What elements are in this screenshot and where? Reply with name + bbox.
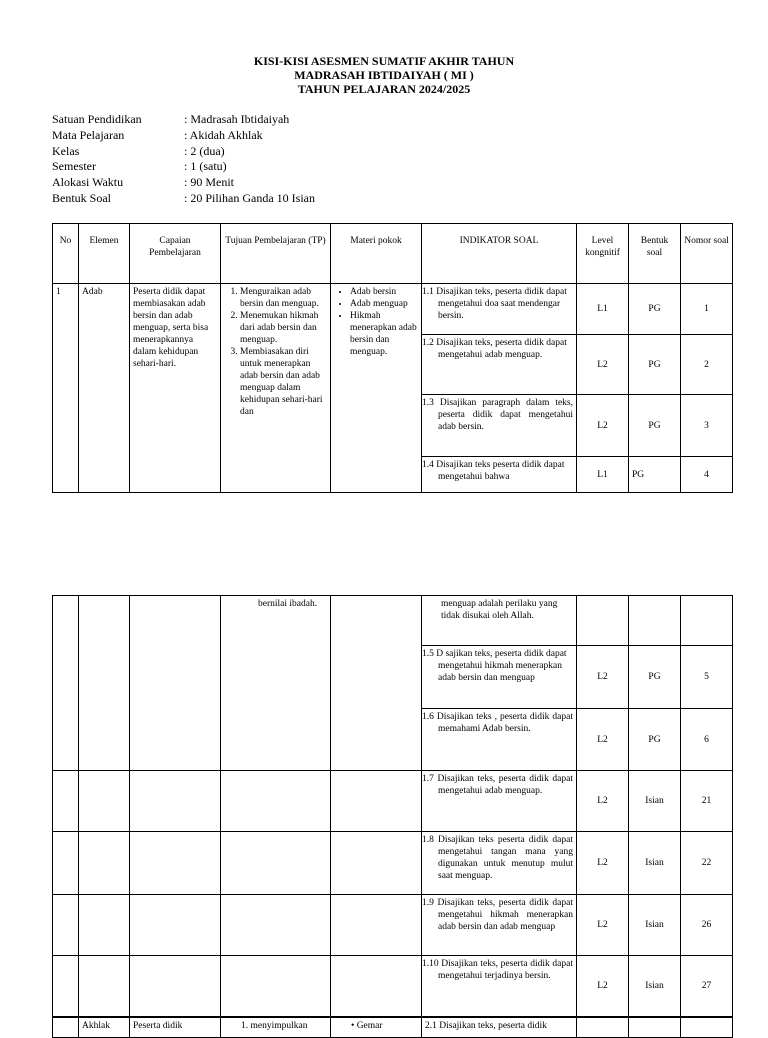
nomor-cell: 6 [681, 709, 733, 771]
info-row [52, 159, 315, 175]
row-no [53, 1018, 79, 1038]
info-value: : 1 (satu) [184, 159, 227, 174]
empty-cell [331, 895, 422, 956]
info-row [52, 191, 315, 207]
indikator-cell: 1.9 Disajikan teks, peserta didik dapat mengetahui hikmah menerapkan adab bersin dan adab menguap [422, 895, 577, 956]
info-label: Bentuk Soal [52, 190, 111, 205]
info-value: : 20 Pilihan Ganda 10 Isian [184, 190, 315, 205]
empty-cell [130, 895, 221, 956]
nomor-cell: 3 [681, 395, 733, 457]
header-materi: Materi pokok [331, 224, 422, 284]
level-cell [577, 596, 629, 646]
level-cell: L2 [577, 956, 629, 1017]
row-elemen: Adab [79, 284, 130, 493]
level-cell: L1 [577, 284, 629, 335]
bentuk-cell: PG [629, 709, 681, 771]
info-value: : 2 (dua) [184, 143, 225, 158]
nomor-cell: 5 [681, 646, 733, 709]
row-capaian-cont [130, 596, 221, 771]
info-value: : Madrasah Ibtidaiyah [184, 112, 290, 126]
indikator-cell: 1.5 D sajikan teks, peserta didik dapat mengetahui hikmah menerapkan adab bersin dan menguap [422, 646, 577, 709]
bentuk-cell: Isian [629, 956, 681, 1017]
level-cell: L1 [577, 457, 629, 493]
empty-cell [53, 956, 79, 1017]
level-cell [577, 1018, 629, 1038]
indikator-cell: 1.4 Disajikan teks peserta didik dapat mengetahui bahwa [422, 457, 577, 493]
header-bentuk: Bentuk soal [629, 224, 681, 284]
title-line-2: MADRASAH IBTIDAIYAH ( MI ) [294, 68, 474, 82]
info-row [52, 112, 315, 128]
bentuk-cell: PG [629, 284, 681, 335]
kisi-kisi-table-next-row [52, 1017, 733, 1038]
indikator-cell: menguap adalah perilaku yang tidak disukai oleh Allah. [422, 596, 577, 646]
row-elemen-cont [79, 596, 130, 771]
indikator-cell: 1.8 Disajikan teks peserta didik dapat mengetahui tangan mana yang digunakan untuk menutup mulut saat menguap. [422, 832, 577, 895]
info-value: : 90 Menit [184, 175, 234, 190]
kisi-kisi-table-page-2 [52, 595, 733, 1017]
empty-cell [79, 895, 130, 956]
empty-cell [221, 832, 331, 895]
materi-item: • Adab menguap [350, 298, 418, 310]
materi-item: • Hikmah menerapkan adab bersin dan menguap. [350, 310, 418, 358]
empty-cell [130, 956, 221, 1017]
empty-cell [53, 771, 79, 832]
row-no-cont [53, 596, 79, 771]
title-line-3: TAHUN PELAJARAN 2024/2025 [297, 82, 471, 96]
level-cell: L2 [577, 832, 629, 895]
bentuk-cell [629, 596, 681, 646]
empty-cell [221, 771, 331, 832]
header-capaian: Capaian Pembelajaran [130, 224, 221, 284]
header-tujuan: Tujuan Pembelajaran (TP) [221, 224, 331, 284]
empty-cell [331, 832, 422, 895]
nomor-cell: 21 [681, 771, 733, 832]
title-line-1: KISI-KISI ASESMEN SUMATIF AKHIR TAHUN [253, 54, 515, 68]
empty-cell [79, 832, 130, 895]
empty-cell [53, 832, 79, 895]
row-materi-cont [331, 596, 422, 771]
info-row [52, 175, 315, 191]
bentuk-cell: PG [629, 395, 681, 457]
empty-cell [53, 895, 79, 956]
indikator-cell: 1.6 Disajikan teks , peserta didik dapat memahami Adab bersin. [422, 709, 577, 771]
bentuk-cell: PG [629, 335, 681, 395]
empty-cell [130, 771, 221, 832]
level-cell: L2 [577, 771, 629, 832]
empty-cell [130, 832, 221, 895]
info-label: Alokasi Waktu [52, 175, 124, 190]
info-row [52, 128, 315, 144]
nomor-cell: 26 [681, 895, 733, 956]
info-value: : Akidah Akhlak [184, 127, 263, 142]
row-tujuan-cont: bernilai ibadah. [221, 596, 331, 771]
indikator-cell: 2.1 Disajikan teks, peserta didik [422, 1018, 577, 1038]
empty-cell [331, 771, 422, 832]
level-cell: L2 [577, 335, 629, 395]
bentuk-cell: PG [629, 646, 681, 709]
indikator-cell: 1.3 Disajikan paragraph dalam teks, peserta didik dapat mengetahui adab bersin. [422, 395, 577, 457]
bentuk-cell: Isian [629, 895, 681, 956]
row-capaian: Peserta didik dapat membiasakan adab bersin dan adab menguap, serta bisa menerapkannya dalam kehidupan sehari-hari. [130, 284, 221, 493]
indikator-cell: 1.1 Disajikan teks, peserta didik dapat mengetahui doa saat mendengar bersin. [422, 284, 577, 335]
level-cell: L2 [577, 709, 629, 771]
info-label: Semester [52, 159, 96, 174]
indikator-cell: 1.10 Disajikan teks, peserta didik dapat mengetahui terjadinya bersin. [422, 956, 577, 1017]
bentuk-cell: Isian [629, 771, 681, 832]
tujuan-item: 1. Menguraikan adab bersin dan menguap. [240, 286, 327, 310]
row-capaian: Peserta didik [130, 1018, 221, 1038]
level-cell: L2 [577, 395, 629, 457]
tujuan-item: 2. Menemukan hikmah dari adab bersin dan menguap. [240, 310, 327, 346]
header-level: Level kongnitif [577, 224, 629, 284]
row-tujuan [221, 284, 331, 493]
nomor-cell: 27 [681, 956, 733, 1017]
bentuk-cell [629, 1018, 681, 1038]
identity-info [52, 112, 315, 207]
bentuk-cell: Isian [629, 832, 681, 895]
header-elemen: Elemen [79, 224, 130, 284]
indikator-cell: 1.2 Disajikan teks, peserta didik dapat mengetahui adab menguap. [422, 335, 577, 395]
document-title [0, 54, 768, 96]
header-no: No [53, 224, 79, 284]
row-no: 1 [53, 284, 79, 493]
level-cell: L2 [577, 646, 629, 709]
row-elemen: Akhlak [79, 1018, 130, 1038]
indikator-cell: 1.7 Disajikan teks, peserta didik dapat mengetahui adab menguap. [422, 771, 577, 832]
empty-cell [221, 956, 331, 1017]
bentuk-cell: PG [629, 457, 681, 493]
row-materi [331, 284, 422, 493]
empty-cell [331, 956, 422, 1017]
kisi-kisi-table-page-1 [52, 223, 733, 493]
nomor-cell [681, 1018, 733, 1038]
info-row [52, 144, 315, 160]
nomor-cell: 1 [681, 284, 733, 335]
empty-cell [79, 956, 130, 1017]
row-materi: • Gemar [331, 1018, 422, 1038]
empty-cell [221, 895, 331, 956]
nomor-cell: 2 [681, 335, 733, 395]
tujuan-item: 3. Membiasakan diri untuk menerapkan adab bersin dan adab menguap dalam kehidupan sehari-hari dan [240, 346, 327, 418]
nomor-cell [681, 596, 733, 646]
info-label: Kelas [52, 143, 80, 158]
level-cell: L2 [577, 895, 629, 956]
nomor-cell: 4 [681, 457, 733, 493]
info-label: Mata Pelajaran [52, 127, 125, 142]
header-indikator: INDIKATOR SOAL [422, 224, 577, 284]
row-tujuan: 1. menyimpulkan [221, 1018, 331, 1038]
nomor-cell: 22 [681, 832, 733, 895]
materi-item: • Adab bersin [350, 286, 418, 298]
info-label: Satuan Pendidikan [52, 112, 142, 126]
empty-cell [79, 771, 130, 832]
header-nomor: Nomor soal [681, 224, 733, 284]
